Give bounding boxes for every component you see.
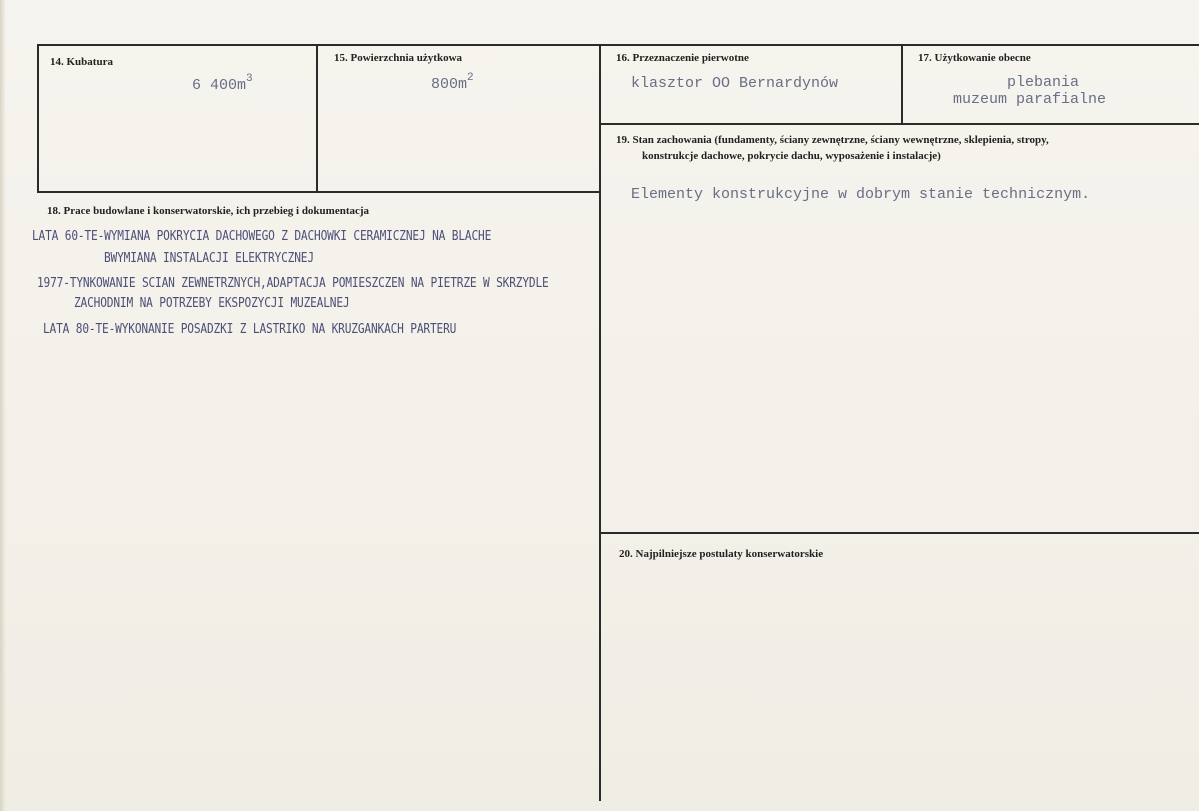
przeznaczenie-label: 16. Przeznaczenie pierwotne bbox=[616, 52, 749, 64]
prace-line-1: LATA 60-TE-WYMIANA POKRYCIA DACHOWEGO Z DACHOWKI CERAMICZNEJ NA BLACHE bbox=[32, 229, 492, 244]
prace-line-5: LATA 80-TE-WYKONANIE POSADZKI Z LASTRIKO NA KRUZGANKACH PARTERU bbox=[43, 322, 457, 337]
prace-line-3: 1977-TYNKOWANIE SCIAN ZEWNETRZNYCH,ADAPTACJA POMIESZCZEN NA PIETRZE W SKRZYDLE bbox=[37, 276, 549, 291]
row1-bottom-right-line bbox=[600, 123, 1199, 125]
top-border-line bbox=[38, 44, 1199, 46]
prace-label: 18. Prace budowlane i konserwatorskie, ich przebieg i dokumentacja bbox=[47, 205, 370, 217]
przeznaczenie-value: klasztor OO Bernardynów bbox=[631, 75, 839, 92]
card-edge-shadow bbox=[0, 0, 6, 811]
powierzchnia-label: 15. Powierzchnia użytkowa bbox=[334, 52, 463, 64]
stan-value: Elementy konstrukcyjne w dobrym stanie technicznym. bbox=[631, 186, 1091, 203]
uzytkowanie-value-line2: muzeum parafialne bbox=[953, 91, 1107, 108]
uzytkowanie-value-line1: plebania bbox=[1007, 74, 1080, 91]
uzytkowanie-label: 17. Użytkowanie obecne bbox=[918, 52, 1031, 64]
divider-16-17 bbox=[901, 44, 903, 124]
postulaty-label: 20. Najpilniejsze postulaty konserwatorskie bbox=[619, 548, 824, 560]
kubatura-unit-exponent: 3 bbox=[246, 73, 253, 85]
powierzchnia-unit-exponent: 2 bbox=[467, 72, 474, 84]
row1-bottom-left-line bbox=[38, 191, 600, 193]
prace-line-2: BWYMIANA INSTALACJI ELEKTRYCZNEJ bbox=[104, 251, 314, 266]
divider-14-15 bbox=[316, 44, 318, 193]
stan-label-line2: konstrukcje dachowe, pokrycie dachu, wyposażenie i instalacje) bbox=[642, 150, 941, 162]
kubatura-label: 14. Kubatura bbox=[50, 56, 113, 68]
kubatura-value: 6 $400m^3$ bbox=[192, 73, 253, 94]
center-divider bbox=[599, 44, 601, 801]
stan-label-line1: 19. Stan zachowania (fundamenty, ściany zewnętrzne, ściany wewnętrzne, sklepienia, stropy, bbox=[616, 134, 1049, 146]
powierzchnia-value: $800m^2$ bbox=[431, 72, 474, 93]
section20-top-line bbox=[600, 532, 1199, 534]
prace-line-4: ZACHODNIM NA POTRZEBY EKSPOZYCJI MUZEALNEJ bbox=[74, 296, 350, 311]
left-border-line bbox=[37, 44, 39, 193]
